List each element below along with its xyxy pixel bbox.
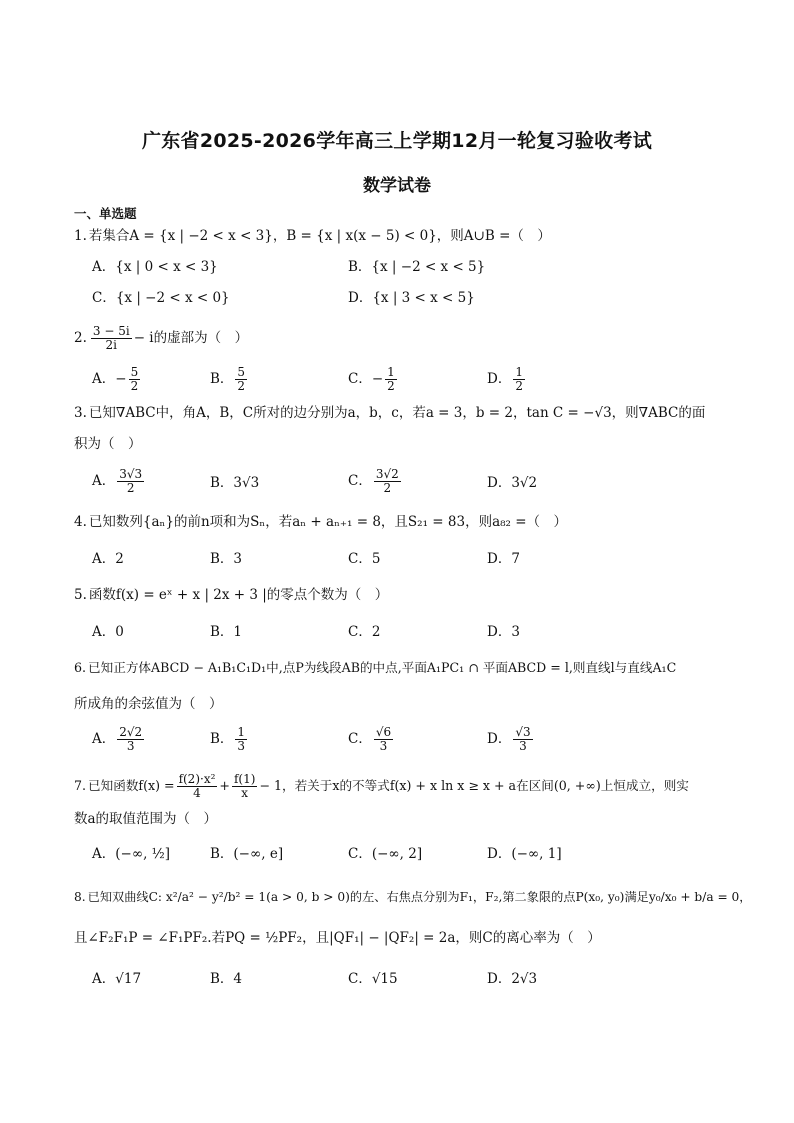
question-8 [74, 886, 752, 908]
question-2 [74, 325, 734, 352]
option-b: B．1 [210, 624, 243, 640]
question-1 [74, 225, 734, 247]
option-c: C． $\frac{3√2}{2}$ [348, 467, 399, 495]
question-number: 6. [74, 660, 87, 675]
question-number: 8. [74, 890, 86, 904]
question-stem: 若集合A = {x | −2 < x < 3}，B = {x | x(x − 5) < 0}，则A∪B =（ ） [88, 228, 551, 244]
option-a: A．− $\frac{5}{2}$ [92, 365, 139, 393]
option-b: B．(−∞, e] [210, 846, 284, 862]
question-stem: 函数f(x) = eˣ + x | 2x + 3 |的零点个数为（ ） [88, 587, 389, 603]
option-a: A．{x | 0 < x < 3} [92, 259, 218, 275]
option-c: C．{x | −2 < x < 0} [92, 290, 230, 306]
option-d: D．{x | 3 < x < 5} [348, 290, 475, 306]
option-a: A．√17 [92, 971, 142, 987]
question-3-line-2: 积为（ ） [74, 436, 142, 452]
question-number: 7. [74, 778, 87, 793]
question-stem: 已知∇ABC中，角A，B，C所对的边分别为a，b，c，若a = 3，b = 2，tan C = −√3，则∇ABC的面 [88, 405, 706, 421]
exam-subtitle: 数学试卷 [363, 176, 431, 196]
option-c: C． $\frac{√6}{3}$ [348, 725, 392, 753]
question-stem: 已知正方体ABCD − A₁B₁C₁D₁中,点P为线段AB的中点,平面A₁PC₁ ∩ 平面ABCD = l,则直线l与直线A₁C [88, 660, 677, 675]
question-7-line-2: 数a的取值范围为（ ） [74, 811, 218, 827]
option-d: D．(−∞, 1] [487, 846, 562, 862]
question-7: 7. 已知函数f(x) = $\frac{\text{f(2)·x²}}{4}$ + $\frac{f(1)}{x}$ − 1，若关于x的不等式f(x) + x ln x ≥ x + a在区间(0, +∞)上恒成立，则实 [74, 772, 689, 800]
question-number: 4. [74, 514, 87, 530]
option-d: D．2√3 [487, 971, 538, 987]
question-stem: 已知数列{aₙ}的前n项和为Sₙ，若aₙ + aₙ₊₁ = 8，且S₂₁ = 83，则a₈₂ =（ ） [88, 514, 568, 530]
option-b: B．3√3 [210, 475, 260, 491]
option-a: A． $\frac{3√3}{2}$ [92, 467, 143, 495]
question-number: 5. [74, 587, 87, 603]
question-4 [74, 511, 734, 533]
option-b: B． $\frac{1}{3}$ [210, 725, 246, 753]
option-a: A． $\frac{2√2}{3}$ [92, 725, 143, 753]
exam-title: 广东省2025-2026学年高三上学期12月一轮复习验收考试 [141, 130, 653, 152]
question-6 [74, 657, 734, 679]
option-d: D． $\frac{1}{2}$ [487, 365, 523, 393]
option-c: C．5 [348, 551, 381, 567]
section-heading: 一、单选题 [74, 206, 137, 221]
option-a: A．(−∞, ½] [92, 846, 171, 862]
option-c: C．2 [348, 624, 381, 640]
question-6-line-2: 所成角的余弦值为（ ） [74, 696, 223, 712]
question-stem: − i的虚部为（ ） [133, 330, 249, 346]
option-d: D．3√2 [487, 475, 538, 491]
option-d: D．7 [487, 551, 520, 567]
question-5 [74, 584, 734, 606]
option-d: D．3 [487, 624, 520, 640]
option-c: C．(−∞, 2] [348, 846, 423, 862]
option-b: B．4 [210, 971, 243, 987]
option-c: C．− $\frac{1}{2}$ [348, 365, 395, 393]
option-c: C．√15 [348, 971, 398, 987]
question-8-line-2: 且∠F₂F₁P = ∠F₁PF₂.若PQ = ½PF₂，且|QF₁| − |QF₂| = 2a，则C的离心率为（ ） [74, 930, 601, 946]
option-b: B．3 [210, 551, 243, 567]
question-3 [74, 402, 734, 424]
option-b: B． $\frac{5}{2}$ [210, 365, 246, 393]
question-number: 3. [74, 405, 87, 421]
option-a: A．2 [92, 551, 124, 567]
question-number: 1. [74, 228, 87, 244]
option-b: B．{x | −2 < x < 5} [348, 259, 486, 275]
question-stem: 已知双曲线C: x²/a² − y²/b² = 1(a > 0, b > 0)的左、右焦点分别为F₁，F₂,第二象限的点P(x₀, y₀)满足y₀/x₀ + b/a = 0， [87, 890, 752, 904]
fraction: $\frac{3 - 5i}{2i}$ [92, 324, 130, 352]
question-number: 2. [74, 330, 87, 346]
option-a: A．0 [92, 624, 124, 640]
option-d: D． $\frac{√3}{3}$ [487, 725, 531, 753]
